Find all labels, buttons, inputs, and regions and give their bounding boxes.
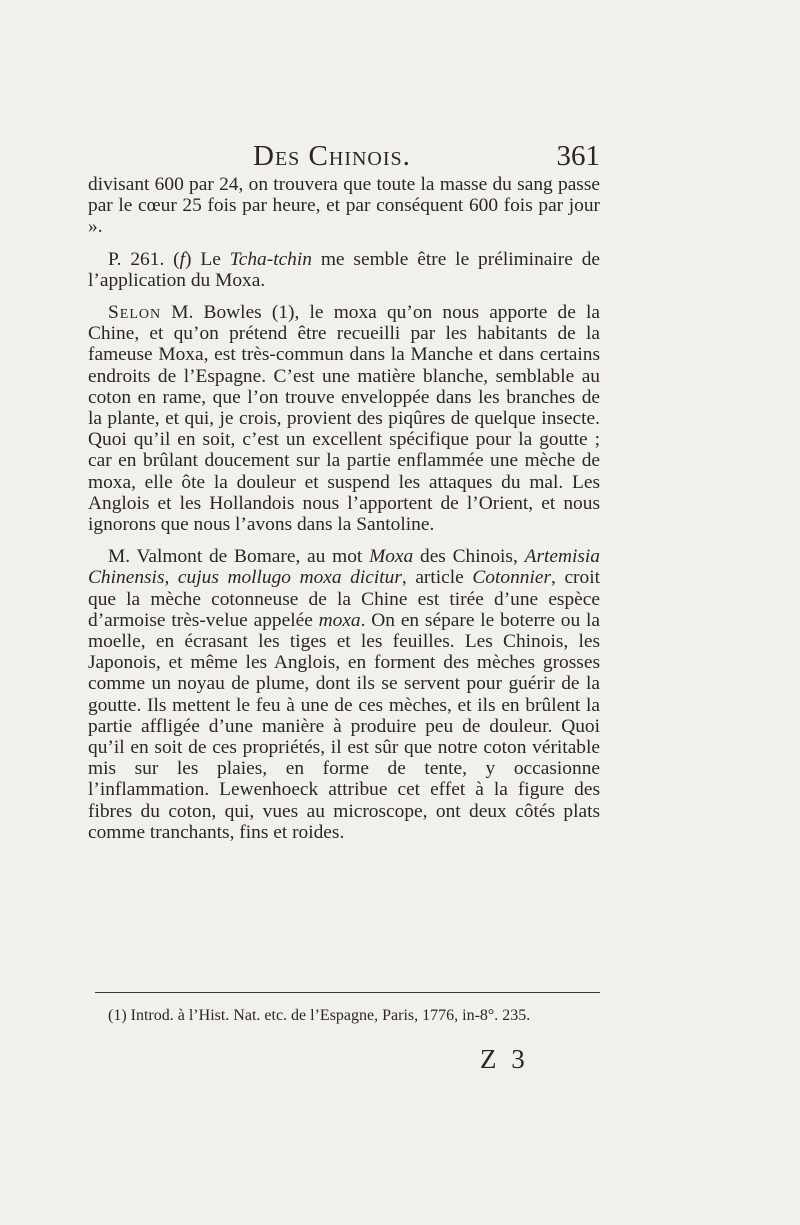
page-number: 361	[556, 140, 600, 172]
paragraph	[88, 174, 600, 238]
text-segment: , croit que la mèche cotonneuse de la Chine est tirée d’une espèce d’armoise très-velue appelée	[88, 567, 600, 631]
text-segment: . On en sépare le boterre ou la moelle, en écrasant les tiges et les feuilles. Les Chinois, les Japonois, et même les Anglois, en forment des mèches grosses comme un noyau de plume, dont ils se servent pour guérir de la goutte. Ils mettent le feu à une de ces mèches, et ils en brûlent la partie affligée d’une manière à produire peu de douleur. Quoi qu’il en soit de ces propriétés, il est sûr que notre coton véritable mis sur les plaies, en forme de tente, y occasionne l’inflammation. Lewenhoeck attribue cet effet à la figure des fibres du coton, qui, vues au microscope, ont deux côtés plats comme tranchants, fins et roides.	[88, 609, 600, 843]
footnote-marker: (1)	[108, 1007, 127, 1024]
italic-text: f	[179, 248, 186, 270]
footnote-rule	[95, 992, 600, 993]
text-segment: M. Bowles (1), le moxa qu’on nous apporte de la Chine, et qu’on prétend être recueilli par les habitants de la fameuse Moxa, est très-commun dans la Manche et dans certains endroits de l’Espagne. C’est une matière blanche, semblable au coton en rame, que l’on trouve enveloppée dans les branches de la plante, et qui, je crois, provient des piqûres de quelque insecte. Quoi qu’il en soit, c’est un excellent spécifique pour la goutte ; car en brûlant doucement sur la partie enflammée une mèche de moxa, elle ôte la douleur et suspend les attaques du mal. Les Anglois et les Hollandois nous l’apportent de l’Orient, et nous ignorons que nous l’avons dans la Santoline.	[88, 302, 600, 536]
paragraph	[88, 249, 600, 291]
body-text	[88, 174, 600, 843]
paragraph	[88, 546, 600, 843]
text-segment: P. 261. (	[108, 248, 180, 270]
running-head: Des Chinois.	[253, 140, 411, 172]
text-segment: Selon	[108, 302, 162, 324]
text-segment: me semble être le préliminaire de l’application du Moxa.	[88, 248, 601, 291]
footnote-text: Introd. à l’Hist. Nat. etc. de l’Espagne, Paris, 1776, in-8°. 235.	[126, 1007, 531, 1024]
footnote	[88, 1006, 600, 1026]
italic-text: Artemisia Chinensis, cujus mollugo moxa dicitur	[88, 546, 600, 589]
italic-text: Tcha-tchin	[229, 248, 312, 270]
text-segment: , article	[401, 567, 473, 589]
italic-text: Moxa	[369, 546, 414, 568]
italic-text: moxa	[318, 609, 361, 631]
paragraph	[88, 302, 600, 535]
text-segment: ) Le	[185, 248, 230, 270]
signature-mark: Z 3	[480, 1044, 529, 1074]
text-segment: divisant 600 par 24, on trouvera que toute la masse du sang passe par le cœur 25 fois par heure, et par conséquent 600 fois par jour ».	[88, 174, 600, 238]
text-segment: M. Valmont de Bomare, au mot	[108, 546, 370, 568]
text-segment: des Chinois,	[413, 546, 525, 568]
italic-text: Cotonnier	[472, 567, 552, 589]
